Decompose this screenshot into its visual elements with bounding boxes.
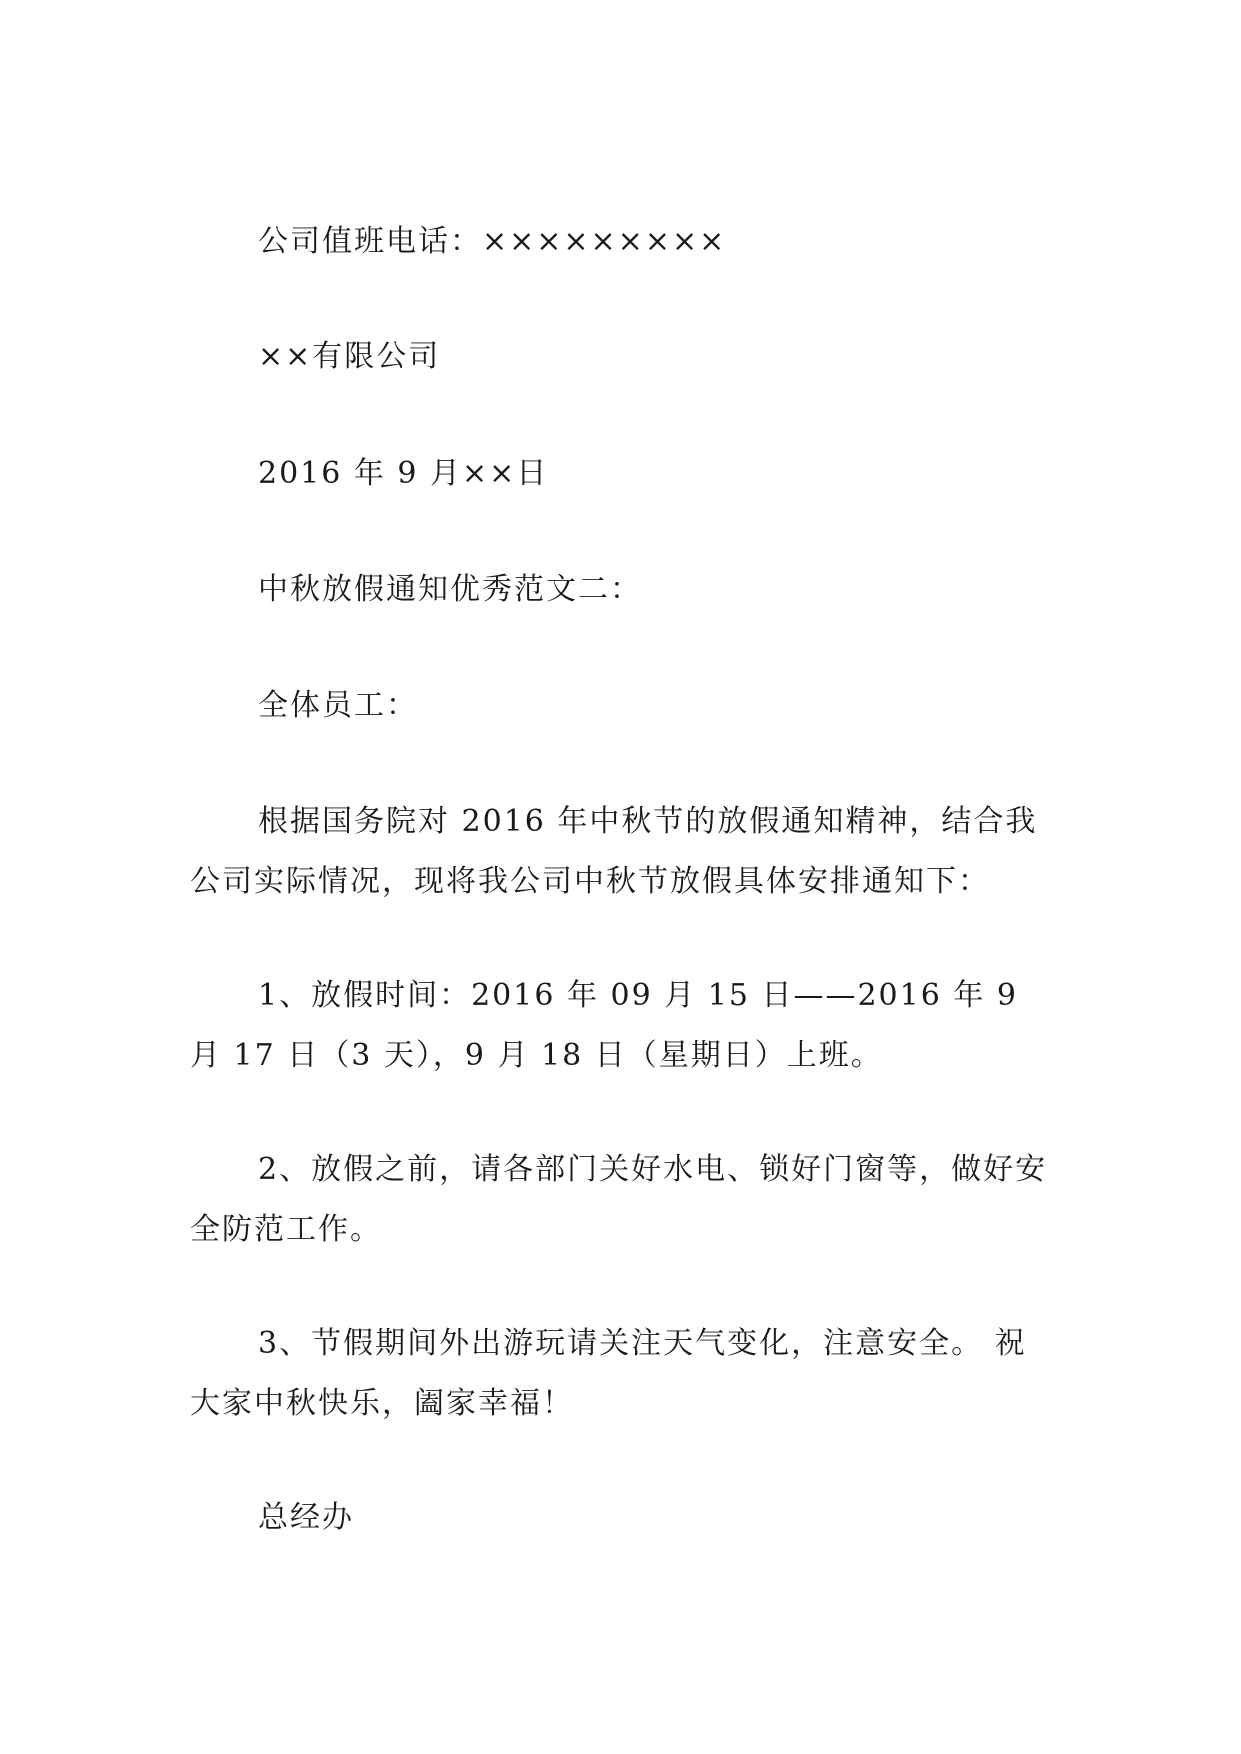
item-2-paragraph: 2、放假之前，请各部门关好水电、锁好门窗等，做好安全防范工作。 (190, 1152, 1048, 1247)
salutation: 全体员工： (258, 688, 418, 723)
duty-phone-line: 公司值班电话：××××××××× (258, 224, 727, 259)
item-1-paragraph: 1、放假时间：2016 年 09 月 15 日——2016 年 9 月 17 日（3 天），9 月 18 日（星期日）上班。 (190, 978, 1018, 1073)
company-name-line: ××有限公司 (258, 339, 441, 374)
signature-line: 总经办 (258, 1500, 354, 1535)
section-heading: 中秋放假通知优秀范文二： (258, 572, 642, 607)
date-line: 2016 年 9 月××日 (258, 456, 549, 491)
intro-paragraph: 根据国务院对 2016 年中秋节的放假通知精神，结合我公司实际情况，现将我公司中秋节放假具体安排通知下： (190, 804, 1038, 899)
item-3-paragraph: 3、节假期间外出游玩请关注天气变化，注意安全。 祝大家中秋快乐，阖家幸福！ (190, 1326, 1027, 1421)
